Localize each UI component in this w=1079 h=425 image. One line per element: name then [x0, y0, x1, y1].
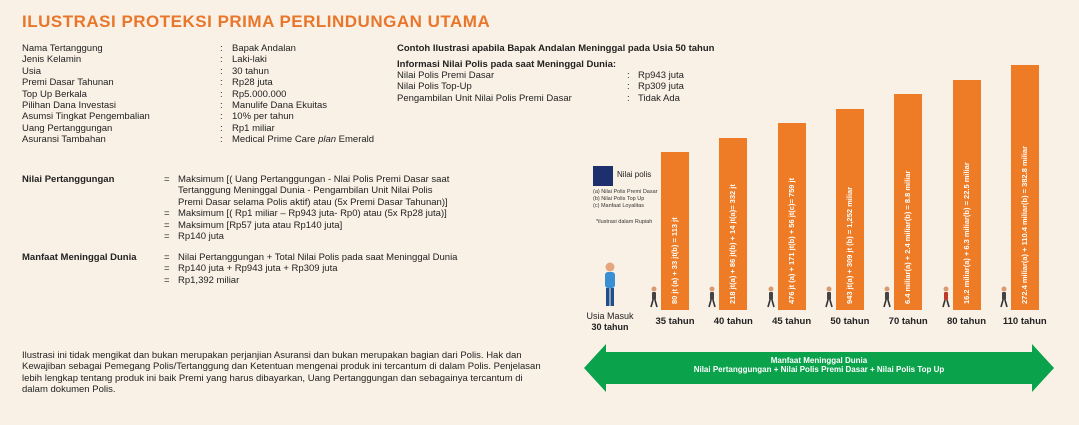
profile-colon: :	[220, 43, 223, 54]
legend-item: (c) Manfaat Loyalitas	[593, 203, 645, 209]
x-tick-label: 45 tahun	[772, 316, 812, 327]
formula-text: Maksimum [( Rp1 miliar – Rp943 juta- Rp0) atau (5x Rp28 juta)]	[178, 208, 447, 220]
profile-label: Top Up Berkala	[22, 88, 87, 100]
nilai-pertanggungan-heading: Nilai Pertanggungan	[22, 174, 115, 185]
walking-person-icon	[999, 286, 1009, 308]
x-tick-label: 70 tahun	[888, 316, 928, 327]
walking-person-icon	[824, 286, 834, 308]
formula-symbol: =	[164, 219, 170, 231]
bar-value-label: 218 jt(a) + 86 jt(b) + 14 jt(a)= 332 jt	[728, 184, 738, 304]
profile-colon: :	[220, 77, 223, 89]
x-tick-label: 40 tahun	[713, 316, 753, 327]
formula-text: Rp140 juta	[178, 230, 224, 242]
disclaimer-line: lebih lengkap tentang produk ini baik Premi yang harus dibayarkan, Uang Pertanggungan dan sebagainya tercantum di	[22, 372, 523, 384]
start-age-line1: Usia Masuk	[586, 311, 634, 321]
formula-symbol: =	[164, 208, 170, 220]
profile-value: Bapak Andalan	[232, 43, 296, 54]
bar-value-label: 80 jt (a) + 33 jt(b) = 113 jt	[670, 217, 679, 304]
formula-text: Maksimum [Rp57 juta atau Rp140 juta]	[178, 219, 343, 231]
profile-label: Jenis Kelamin	[22, 54, 82, 66]
x-tick-label: 80 tahun	[946, 316, 987, 327]
formula-text: Rp140 juta + Rp943 juta + Rp309 juta	[178, 263, 338, 275]
walking-person-icon	[707, 286, 717, 308]
disclaimer	[22, 350, 572, 396]
walking-person-icon	[649, 286, 659, 308]
legend-item: (b) Nilai Polis Top Up	[593, 196, 645, 202]
profile-label: Asumsi Tingkat Pengembalian	[22, 111, 150, 123]
legend-note: *ilustrasi dalam Rupiah	[596, 219, 653, 225]
profile-label: Nama Tertanggung	[22, 43, 103, 54]
page-title: ILUSTRASI PROTEKSI PRIMA PERLINDUNGAN UTAMA	[22, 12, 491, 31]
formula-symbol: =	[164, 274, 170, 286]
formula-text: Premi Dasar selama Polis aktif) atau (5x Premi Dasar Tahunan)]	[178, 196, 448, 208]
profile-value: 10% per tahun	[232, 111, 294, 123]
manfaat-heading: Manfaat Meninggal Dunia	[22, 252, 137, 263]
formula-text: Nilai Pertanggungan + Total Nilai Polis pada saat Meninggal Dunia	[178, 252, 458, 263]
profile-label: Pilihan Dana Investasi	[22, 99, 116, 111]
legend-title: Nilai polis	[617, 170, 652, 179]
profile-label: Asuransi Tambahan	[22, 134, 106, 146]
profile-colon: :	[220, 65, 223, 77]
profile-value: 30 tahun	[232, 65, 269, 77]
walking-person-icon	[941, 286, 951, 308]
arrow-label-line1: Manfaat Meninggal Dunia	[770, 356, 868, 365]
example-subheading: Informasi Nilai Polis pada saat Meninggal Dunia:	[397, 59, 617, 70]
example-value: Rp309 juta	[638, 81, 684, 93]
bar-value-label: 476 jt (a) + 171 jt(b) + 56 jt(c)= 759 jt	[786, 177, 796, 304]
disclaimer-line: Ilustrasi ini tidak mengikat dan bukan merupakan perjanjian Asuransi dan bukan merupakan bagian dari Polis. Hak dan	[22, 350, 522, 361]
bar-value-label: 943 jt(a) + 309 jt (b) = 1,252 miliar	[844, 186, 854, 304]
standing-person-icon	[601, 262, 619, 310]
example-label: Nilai Polis Top-Up	[397, 81, 472, 93]
start-age-label	[580, 311, 640, 333]
example-colon: :	[627, 92, 630, 104]
formula-text: Rp1,392 miliar	[178, 274, 240, 286]
profile-value: Laki-laki	[232, 54, 267, 66]
disclaimer-line: dalam dokumen Polis.	[22, 384, 116, 396]
profile-colon: :	[220, 111, 223, 123]
x-tick-label: 50 tahun	[830, 316, 870, 327]
formula-symbol: =	[164, 174, 170, 185]
x-tick-label: 35 tahun	[655, 316, 695, 327]
profile-value: Medical Prime Care plan Emerald	[232, 134, 375, 146]
example-colon: :	[627, 70, 630, 81]
formula-symbol: =	[164, 263, 170, 275]
example-heading: Contoh Ilustrasi apabila Bapak Andalan Meninggal pada Usia 50 tahun	[397, 43, 715, 54]
formula-text: Maksimum [( Uang Pertanggungan - Nlai Polis Premi Dasar saat	[178, 174, 450, 185]
arrow-label	[584, 356, 1054, 374]
example-colon: :	[627, 81, 630, 93]
disclaimer-line: Kewajiban sebagai Pemegang Polis/Tertanggung dan Ketentuan mengenai produk ini tercantum di dalam Polis. Penjelasan	[22, 361, 541, 373]
example-label: Pengambilan Unit Nilai Polis Premi Dasar	[397, 92, 572, 104]
profile-colon: :	[220, 134, 223, 146]
profile-colon: :	[220, 88, 223, 100]
profile-label: Uang Pertanggungan	[22, 122, 113, 134]
bar-value-label: 272.4 miliar(a) + 110.4 miliar(b) = 382.8 miliar	[1019, 145, 1029, 304]
profile-colon: :	[220, 99, 223, 111]
example-label: Nilai Polis Premi Dasar	[397, 70, 495, 81]
profile-label: Premi Dasar Tahunan	[22, 77, 114, 89]
legend-item: (a) Nilai Polis Premi Dasar	[593, 189, 658, 195]
formula-symbol: =	[164, 230, 170, 242]
profile-value: Manulife Dana Ekuitas	[232, 99, 328, 111]
profile-label: Usia	[22, 65, 42, 77]
walking-person-icon	[766, 286, 776, 308]
example-value: Tidak Ada	[638, 92, 680, 104]
profile-colon: :	[220, 122, 223, 134]
example-value: Rp943 juta	[638, 70, 684, 81]
profile-value: Rp5.000.000	[232, 88, 287, 100]
x-tick-label: 110 tahun	[1002, 316, 1047, 327]
profile-colon: :	[220, 54, 223, 66]
profile-value: Rp1 miliar	[232, 122, 275, 134]
formula-symbol: =	[164, 252, 170, 263]
bar-value-label: 6.4 miliar(a) + 2.4 miliar(b) = 8.8 miliar	[903, 170, 913, 304]
start-age-line2: 30 tahun	[591, 322, 629, 332]
walking-person-icon	[882, 286, 892, 308]
arrow-label-line2: Nilai Pertanggungan + Nilai Polis Premi Dasar + Nilai Polis Top Up	[693, 365, 945, 374]
formula-text: Tertanggung Meninggal Dunia - Pengambilan Unit Nilai Polis	[178, 185, 433, 197]
profile-value: Rp28 juta	[232, 77, 273, 89]
bar-value-label: 16.2 miliar(a) + 6.3 miliar(b) = 22.5 miliar	[961, 162, 971, 304]
